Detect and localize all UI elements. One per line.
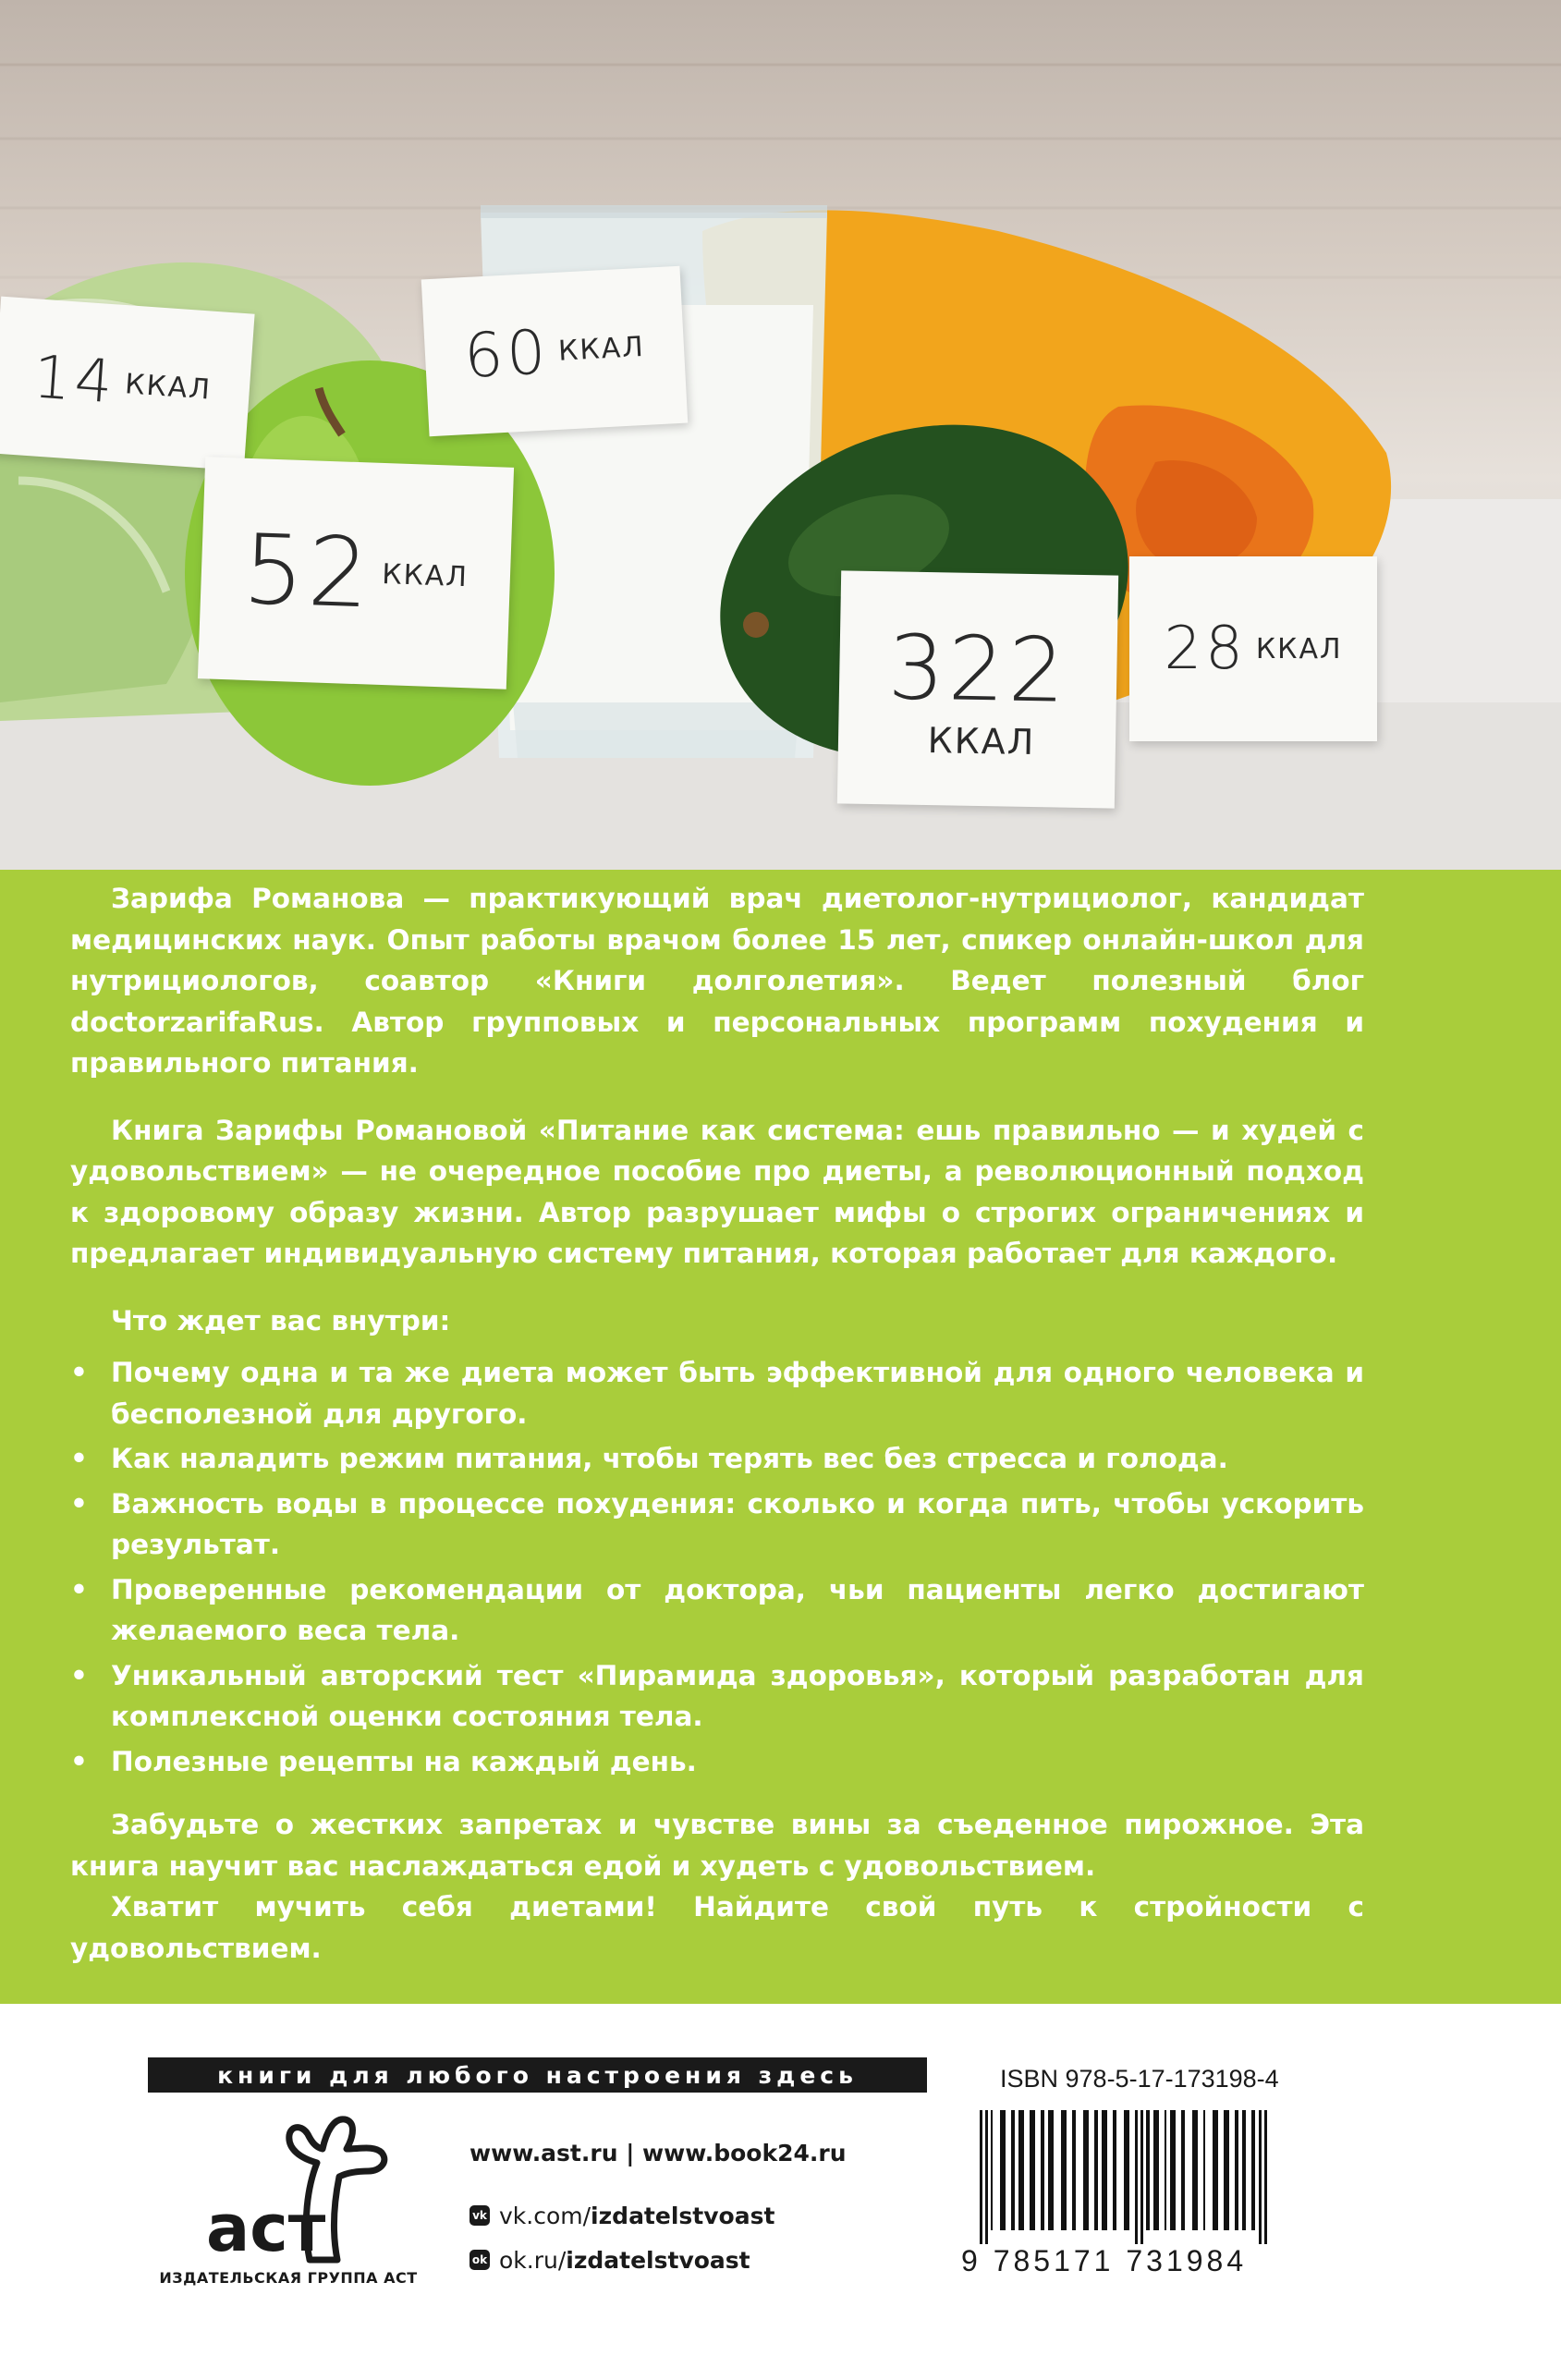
closing-paragraph: Забудьте о жестких запретах и чувстве вины за съеденное пирожное. Эта книга научит вас наслаждаться едой и худеть с удовольствием. — [70, 1809, 1364, 1882]
barcode-bar — [1153, 2110, 1159, 2230]
barcode-bar — [991, 2110, 993, 2230]
barcode-bar — [980, 2110, 982, 2249]
barcode-bar — [1083, 2110, 1089, 2230]
isbn: ISBN 978-5-17-173198-4 — [1000, 2065, 1279, 2093]
ok-link-handle: izdatelstvoast — [566, 2246, 750, 2274]
list-item: • Проверенные рекомендации от доктора, чьи пациенты легко достигают желаемого веса тела. — [70, 1569, 1364, 1652]
vk-link[interactable] — [470, 2193, 847, 2238]
ast-logo — [199, 2112, 402, 2269]
barcode-bar — [1251, 2110, 1255, 2230]
barcode-bar — [985, 2110, 988, 2249]
barcode-bar — [1124, 2110, 1129, 2230]
barcode-bar — [1041, 2110, 1044, 2230]
ok-link[interactable] — [470, 2238, 847, 2282]
closing-call-to-action: Хватит мучить себя диетами! Найдите свой путь к стройности с удовольствием. — [70, 1891, 1364, 1964]
barcode-bar — [1242, 2110, 1246, 2230]
barcode-bar — [1259, 2110, 1262, 2249]
barcode-bar — [1048, 2110, 1054, 2230]
barcode-bar — [1181, 2110, 1185, 2230]
vk-link-prefix: vk.com/ — [499, 2202, 591, 2229]
calorie-value: 14 — [30, 343, 118, 418]
feature-list — [70, 1352, 1364, 1782]
list-item: • Важность воды в процессе похудения: сколько и когда пить, чтобы ускорить результат. — [70, 1483, 1364, 1566]
list-item: • Как наладить режим питания, чтобы терять вес без стресса и голода. — [70, 1438, 1364, 1480]
author-bio: Зарифа Романова — практикующий врач диетолог-нутрициолог, кандидат медицинских наук. Опыт работы врачом более 15 лет, спикер онлайн-школ для нутрициологов, соавтор «Книги долголетия». Ведет полезный блог doctorzarifaRus. Автор групповых и персональных программ похудения и правильного питания. — [70, 883, 1364, 1079]
calorie-tag-avocado — [837, 570, 1118, 808]
ok-link-prefix: ok.ru/ — [499, 2246, 567, 2274]
list-item: • Почему одна и та же диета может быть эффективной для одного человека и бесполезной для другого. — [70, 1352, 1364, 1434]
calorie-unit: ККАЛ — [1255, 632, 1343, 665]
logo-text: аст — [206, 2191, 326, 2266]
barcode-bar — [1235, 2110, 1238, 2230]
calorie-unit: ККАЛ — [381, 557, 470, 593]
barcode-bar — [1094, 2110, 1098, 2230]
food-photo — [0, 0, 1561, 870]
barcode-bar — [1072, 2110, 1076, 2230]
calorie-tag-milk — [421, 266, 689, 436]
calorie-unit: ККАЛ — [927, 720, 1036, 763]
barcode-bar — [1140, 2110, 1143, 2249]
barcode-bar — [1192, 2110, 1198, 2230]
ok-icon: ok — [470, 2250, 490, 2270]
barcode-bar — [1203, 2110, 1205, 2230]
barcode-digits: 9 785171 731984 — [961, 2244, 1312, 2278]
publisher-links — [470, 2130, 847, 2282]
calorie-value: 28 — [1164, 615, 1247, 683]
publisher-name: ИЗДАТЕЛЬСКАЯ ГРУППА АСТ — [159, 2269, 418, 2287]
list-item: • Уникальный авторский тест «Пирамида здоровья», который разработан для комплексной оценки состояния тела. — [70, 1655, 1364, 1738]
barcode-bar — [1165, 2110, 1166, 2230]
barcode-bar — [1061, 2110, 1067, 2230]
barcode-bar — [1113, 2110, 1116, 2230]
calorie-unit: ККАЛ — [124, 367, 213, 407]
barcode-bar — [1213, 2110, 1218, 2230]
slogan-text: книги для любого настроения здесь — [217, 2061, 858, 2089]
slogan-bar — [148, 2057, 927, 2093]
barcode — [961, 2110, 1312, 2249]
list-item: • Полезные рецепты на каждый день. — [70, 1741, 1364, 1783]
calorie-value: 60 — [462, 315, 552, 392]
calorie-tag-cabbage — [0, 297, 255, 471]
barcode-bar — [1018, 2110, 1024, 2230]
calorie-unit: ККАЛ — [557, 330, 646, 368]
barcode-bar — [1146, 2110, 1150, 2230]
barcode-bar — [1102, 2110, 1107, 2230]
calorie-value: 52 — [240, 512, 375, 630]
barcode-bar — [1264, 2110, 1267, 2249]
barcode-bar — [1224, 2110, 1229, 2230]
barcode-bar — [1170, 2110, 1176, 2230]
vk-link-handle: izdatelstvoast — [591, 2202, 775, 2229]
calorie-value: 322 — [886, 616, 1069, 723]
inside-heading: Что ждет вас внутри: — [111, 1304, 451, 1336]
vk-icon: vk — [470, 2205, 490, 2226]
calorie-tag-pumpkin — [1129, 556, 1377, 741]
website-links[interactable]: www.ast.ru | www.book24.ru — [470, 2139, 847, 2166]
barcode-bar — [1000, 2110, 1006, 2230]
barcode-bar — [1011, 2110, 1015, 2230]
book-intro: Книга Зарифы Романовой «Питание как система: ешь правильно — и худей с удовольствием» — не очередное пособие про диеты, а революционный подход к здоровому образу жизни. Автор разрушает мифы о строгих ограничениях и предлагает индивидуальную систему питания, которая работает для каждого. — [70, 1114, 1364, 1269]
barcode-bar — [1135, 2110, 1138, 2249]
description-text — [70, 878, 1364, 1969]
barcode-bar — [1030, 2110, 1035, 2230]
calorie-tag-apple — [198, 457, 514, 690]
